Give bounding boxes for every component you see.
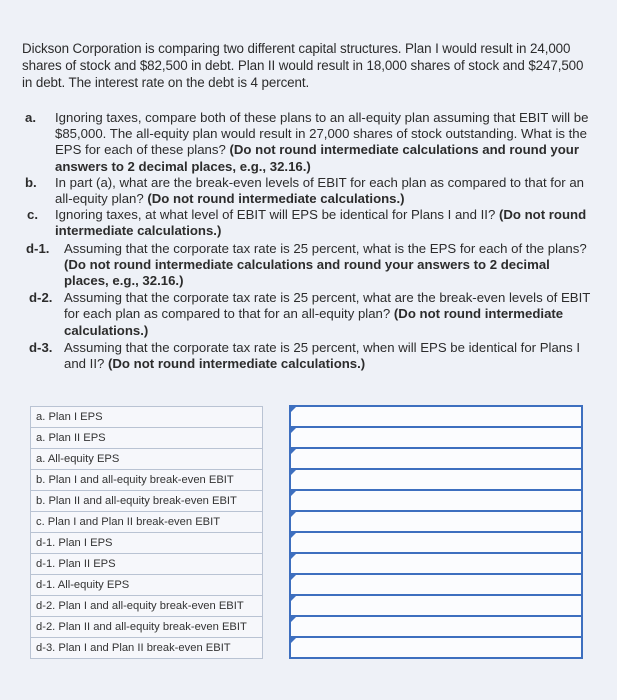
cell-marker-icon	[291, 554, 296, 559]
cell-marker-icon	[291, 617, 296, 622]
table-row	[31, 553, 583, 574]
answer-cell[interactable]	[290, 532, 582, 553]
question-hint: (Do not round intermediate calculations.)	[55, 207, 587, 239]
answer-cell[interactable]	[290, 511, 582, 532]
question-label: a.	[25, 110, 36, 125]
answer-input[interactable]	[291, 493, 581, 508]
row-label: d-1. Plan I EPS	[31, 532, 263, 553]
cell-marker-icon	[291, 428, 296, 433]
table-row	[31, 427, 583, 448]
row-label: b. Plan I and all-equity break-even EBIT	[31, 469, 263, 490]
cell-marker-icon	[291, 533, 296, 538]
question-d2	[22, 290, 592, 339]
question-d1	[22, 241, 592, 290]
table-row	[31, 448, 583, 469]
answer-input[interactable]	[291, 577, 581, 592]
question-hint: (Do not round intermediate calculations and round your answers to 2 decimal places, e.g., 32.16.)	[55, 142, 579, 174]
answer-cell[interactable]	[290, 595, 582, 616]
answer-table	[30, 405, 583, 659]
answer-cell[interactable]	[290, 406, 582, 427]
answer-input[interactable]	[291, 514, 581, 529]
question-text: Ignoring taxes, at what level of EBIT will EPS be identical for Plans I and II?	[55, 207, 496, 223]
row-label: d-3. Plan I and Plan II break-even EBIT	[31, 637, 263, 658]
answer-input[interactable]	[291, 640, 581, 655]
row-label: c. Plan I and Plan II break-even EBIT	[31, 511, 263, 532]
cell-marker-icon	[291, 449, 296, 454]
table-row	[31, 595, 583, 616]
answer-input[interactable]	[291, 409, 581, 424]
question-hint: (Do not round intermediate calculations.)	[108, 356, 366, 372]
question-text: Ignoring taxes, compare both of these plans to an all-equity plan assuming that EBIT will be $85,000. The all-equity plan would result in 27,000 shares of stock outstanding. What is the EPS for each of these plans?	[55, 110, 589, 158]
cell-marker-icon	[291, 407, 296, 412]
problem-intro: Dickson Corporation is comparing two different capital structures. Plan I would result in 24,000 shares of stock and $82,500 in debt. Plan II would result in 18,000 shares of stock and $247,500 in debt. The interest rate on the debt is 4 percent.	[22, 41, 584, 90]
answer-cell[interactable]	[290, 616, 582, 637]
table-row	[31, 616, 583, 637]
question-hint: (Do not round intermediate calculations.)	[64, 306, 564, 338]
question-c	[22, 207, 592, 239]
answer-input[interactable]	[291, 535, 581, 550]
table-row	[31, 637, 583, 658]
question-label: b.	[25, 174, 37, 190]
table-row	[31, 511, 583, 532]
question-hint: (Do not round intermediate calculations and round your answers to 2 decimal places, e.g., 32.16.)	[64, 256, 550, 289]
question-label: d-3.	[29, 339, 53, 355]
cell-marker-icon	[291, 575, 296, 580]
question-label: d-2.	[29, 290, 53, 306]
answer-input[interactable]	[291, 472, 581, 487]
table-row	[31, 469, 583, 490]
answer-input[interactable]	[291, 556, 581, 571]
cell-marker-icon	[291, 491, 296, 496]
table-row	[31, 574, 583, 595]
answer-cell[interactable]	[290, 427, 582, 448]
table-row	[31, 406, 583, 427]
question-text: In part (a), what are the break-even levels of EBIT for each plan as compared to that for an all-equity plan?	[55, 174, 585, 207]
answer-input[interactable]	[291, 619, 581, 634]
question-label: c.	[27, 207, 38, 223]
row-label: b. Plan II and all-equity break-even EBIT	[31, 490, 263, 511]
question-a	[22, 110, 592, 175]
row-label: a. Plan II EPS	[31, 427, 263, 448]
question-label: d-1.	[26, 240, 50, 256]
question-d3	[22, 340, 592, 372]
cell-marker-icon	[291, 512, 296, 517]
question-list	[22, 110, 592, 372]
question-text: Assuming that the corporate tax rate is 25 percent, what are the break-even levels of EBIT for each plan as compared to that for an all-equity plan?	[64, 290, 591, 322]
answer-cell[interactable]	[290, 553, 582, 574]
question-text: Assuming that the corporate tax rate is 25 percent, what is the EPS for each of the plans?	[64, 240, 587, 256]
row-label: a. All-equity EPS	[31, 448, 263, 469]
question-hint: (Do not round intermediate calculations.)	[147, 191, 405, 207]
answer-input[interactable]	[291, 430, 581, 445]
answer-cell[interactable]	[290, 469, 582, 490]
cell-marker-icon	[291, 638, 296, 643]
answer-input[interactable]	[291, 451, 581, 466]
cell-marker-icon	[291, 470, 296, 475]
answer-cell[interactable]	[290, 490, 582, 511]
table-row	[31, 490, 583, 511]
answer-input[interactable]	[291, 598, 581, 613]
row-label: d-2. Plan I and all-equity break-even EBIT	[31, 595, 263, 616]
answer-cell[interactable]	[290, 574, 582, 595]
question-b	[22, 175, 592, 207]
cell-marker-icon	[291, 596, 296, 601]
row-label: d-1. All-equity EPS	[31, 574, 263, 595]
row-label: a. Plan I EPS	[31, 406, 263, 427]
table-row	[31, 532, 583, 553]
row-label: d-2. Plan II and all-equity break-even EBIT	[31, 616, 263, 637]
answer-cell[interactable]	[290, 637, 582, 658]
row-label: d-1. Plan II EPS	[31, 553, 263, 574]
question-text: Assuming that the corporate tax rate is 25 percent, when will EPS be identical for Plans I and II?	[64, 339, 581, 372]
answer-cell[interactable]	[290, 448, 582, 469]
